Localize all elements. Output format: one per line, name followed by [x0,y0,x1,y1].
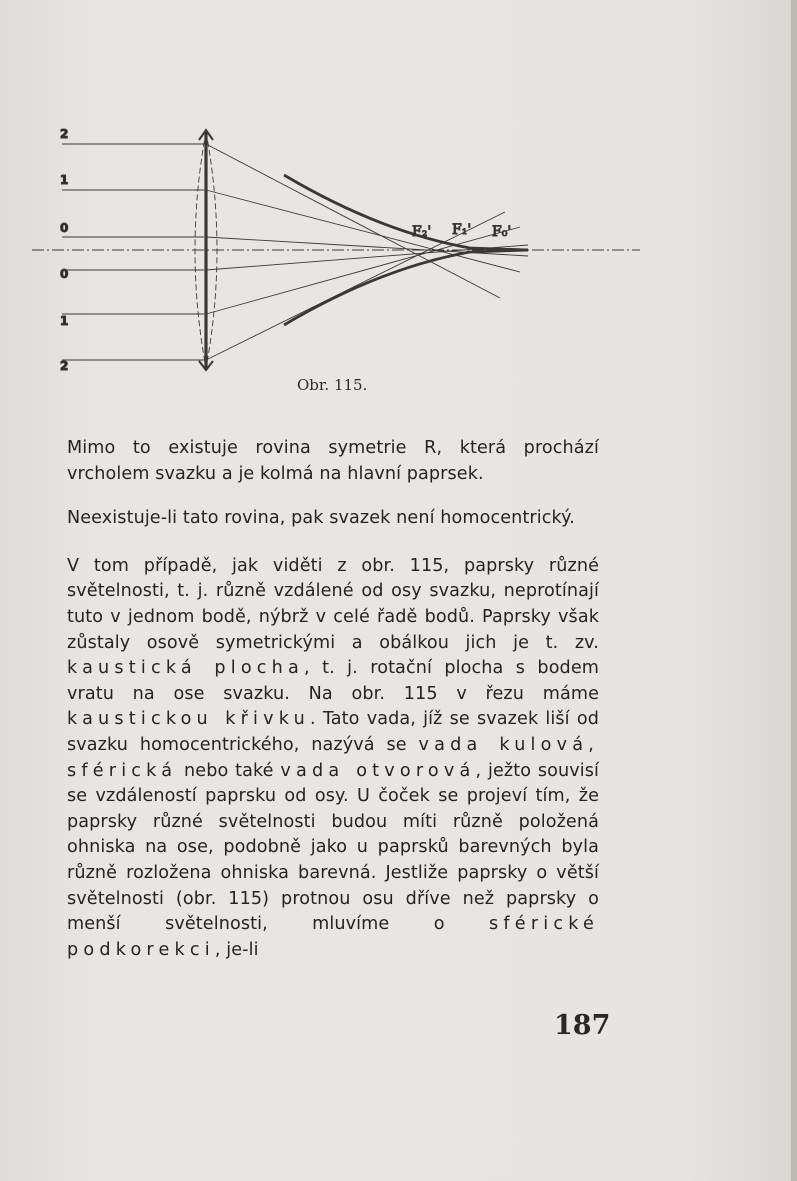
term-vada-otvorová: vada otvorová [280,760,476,781]
paragraph-3-part-b: , t. j. rotační plocha s bodem vratu na ose svazku. Na obr. 115 v řezu máme [67,658,599,704]
paragraph-3-part-d: nebo také [177,760,281,781]
ray-label-0-top: 0 [60,221,69,235]
paragraph-2: Neexistuje-li tato rovina, pak svazek není homocentrický. [67,508,575,529]
focus-label-f1: F₁' [452,222,472,238]
ray-label-1-bottom: 1 [60,314,69,328]
term-sférická-podkorekce: sférické podkorekci [67,914,599,960]
paragraph-3-part-c: . Tato vada, jíž se svazek liší od svazku homocentrického, nazývá se [67,709,599,755]
paragraph-1: Mimo to existuje rovina symetrie R, která prochází vrcholem svazku a je kolmá na hlavní paprsek. [67,438,599,484]
ray-label-0-bottom: 0 [60,267,69,281]
term-kaustická-křivka: kaustickou křivku [67,709,310,730]
body-text [67,436,599,963]
lens-diagram [0,100,797,390]
paragraph-3-part-e: , ježto souvisí se vzdáleností paprsku od osy. U čoček se projeví tím, že paprsky různé světelnosti budou míti různě položená ohniska na ose, podobně jako u paprsků barevných byla různě rozložena ohniska barevná. Jestliže paprsky o větší světelnosti (obr. 115) protnou osu dříve než paprsky o menší světelnosti, mluvíme o [67,760,599,935]
page-number: 187 [554,1010,611,1041]
refracted-ray-2-top [206,144,500,298]
term-vada-kulová: vada kulová, sférická [67,734,599,781]
refracted-ray-1-top [206,190,520,272]
ray-label-1-top: 1 [60,173,69,187]
refracted-ray-0-top [206,237,528,256]
term-kaustická-plocha: kaustická plocha [67,658,305,679]
paragraph-3 [67,554,599,964]
ray-label-2-top: 2 [60,127,69,141]
paragraph-3-part-f: , je-li [214,939,259,960]
ray-label-2-bottom: 2 [60,359,69,373]
focus-label-f2: F₂' [412,224,432,240]
figure-caption: Obr. 115. [297,376,368,394]
paragraph-3-part-a: V tom případě, jak viděti z obr. 115, paprsky různé světelnosti, t. j. různě vzdálené od osy svazku, neprotínají tuto v jednom bodě, nýbrž v celé řadě bodů. Paprsky však zůstaly osově symetrickými a obálkou jich je t. zv. [67,555,599,653]
focus-label-f0: F₀' [492,224,512,240]
